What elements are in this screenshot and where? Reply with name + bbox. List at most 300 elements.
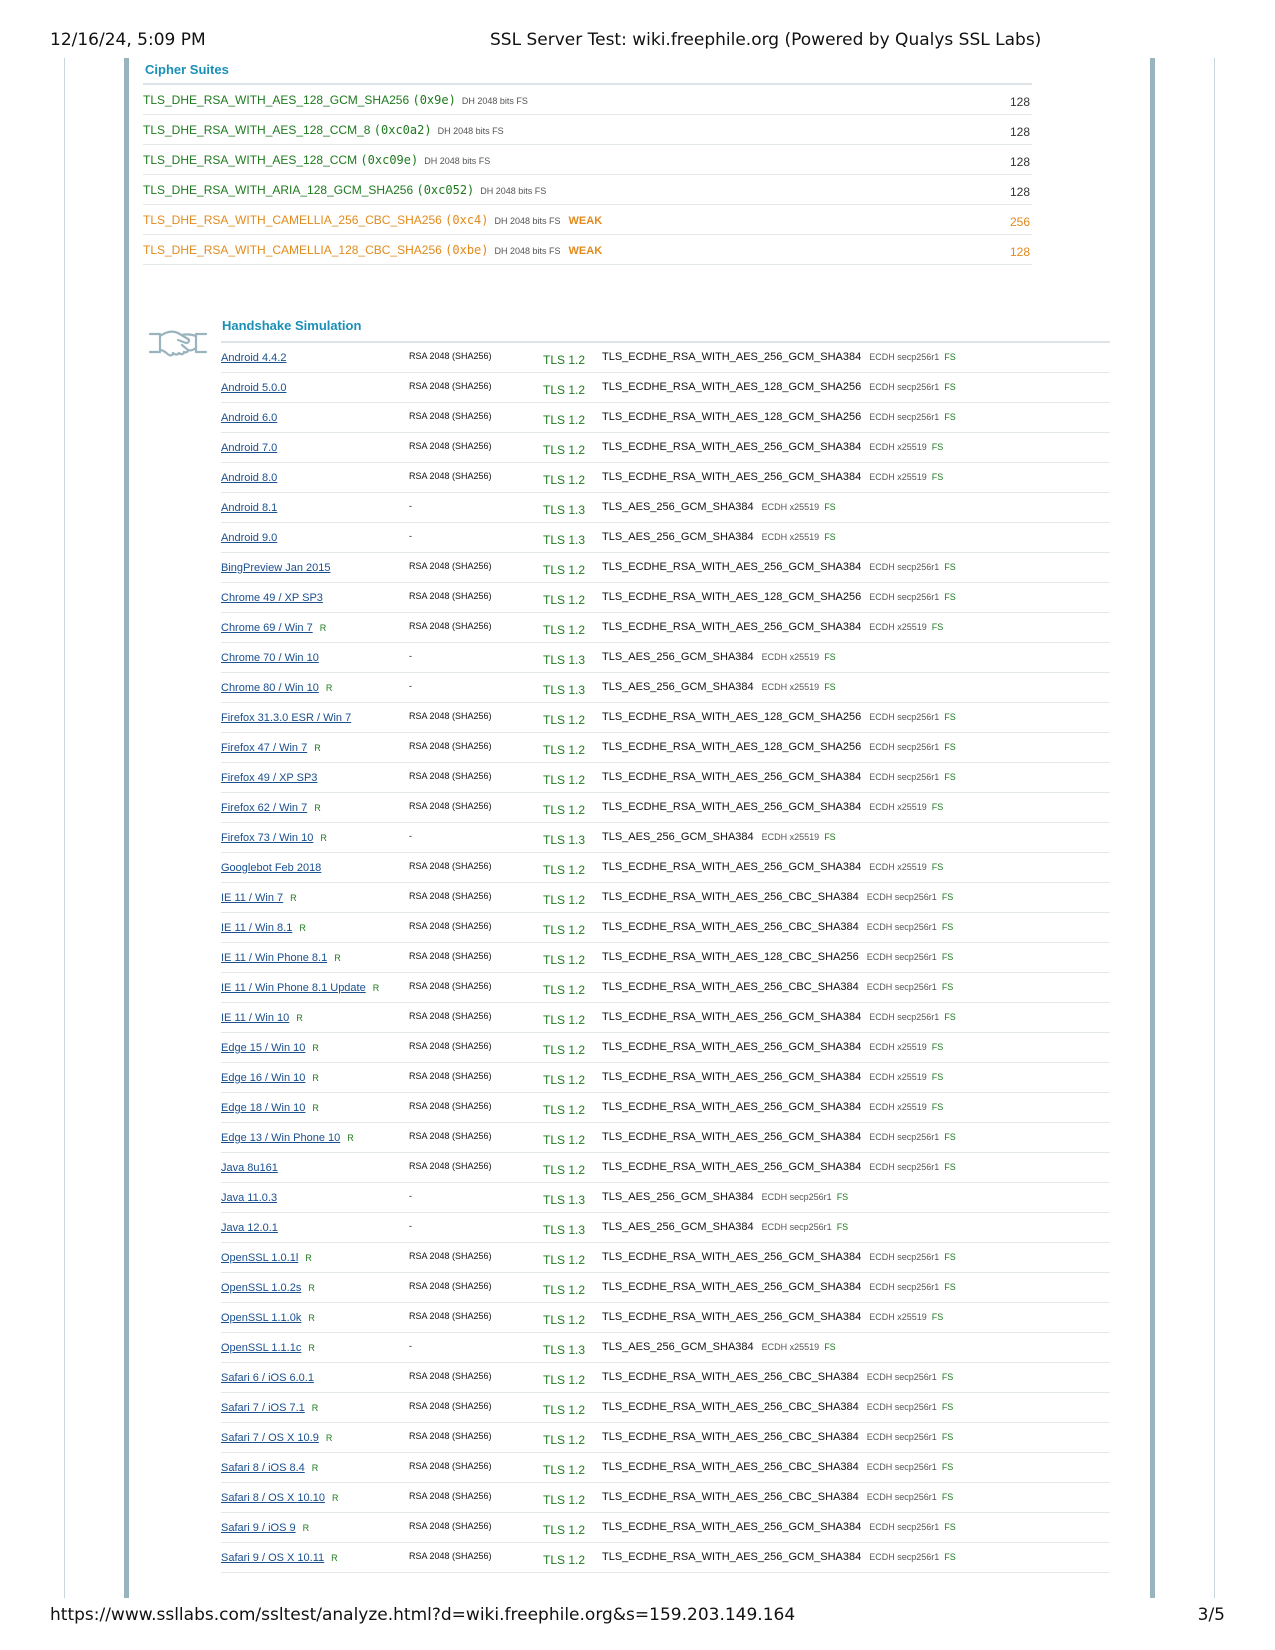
- client-cell: [221, 922, 306, 934]
- client-cell: [221, 1432, 332, 1444]
- protocol-version: TLS 1.2: [543, 1133, 586, 1147]
- suite-name: TLS_ECDHE_RSA_WITH_AES_256_GCM_SHA384: [602, 1521, 862, 1533]
- key-exchange: ECDH x25519: [869, 622, 927, 632]
- print-page-number: 3/5: [1197, 1605, 1225, 1625]
- suite-name: TLS_ECDHE_RSA_WITH_AES_128_GCM_SHA256: [602, 381, 862, 393]
- suite-name: TLS_ECDHE_RSA_WITH_AES_128_GCM_SHA256: [602, 741, 862, 753]
- certificate-info: RSA 2048 (SHA256): [409, 1491, 492, 1501]
- key-exchange: ECDH secp256r1: [761, 1192, 832, 1202]
- client-link[interactable]: OpenSSL 1.0.1l: [221, 1252, 299, 1264]
- negotiated-suite: [602, 441, 943, 453]
- key-exchange: ECDH secp256r1: [869, 742, 940, 752]
- protocol-version: TLS 1.2: [543, 1433, 586, 1447]
- client-cell: [221, 1102, 319, 1114]
- certificate-info: RSA 2048 (SHA256): [409, 621, 492, 631]
- forward-secrecy-badge: FS: [944, 562, 956, 572]
- forward-secrecy-badge: FS: [824, 832, 836, 842]
- key-exchange: ECDH secp256r1: [866, 952, 937, 962]
- key-exchange: ECDH x25519: [761, 652, 820, 662]
- forward-secrecy-badge: FS: [944, 742, 956, 752]
- weak-badge: WEAK: [568, 245, 603, 257]
- negotiated-suite: [602, 951, 953, 963]
- negotiated-suite: [602, 1371, 953, 1383]
- cipher-suite-bits: 128: [1009, 125, 1030, 139]
- handshake-row: [221, 1393, 1110, 1423]
- suite-name: TLS_ECDHE_RSA_WITH_AES_256_GCM_SHA384: [602, 621, 862, 633]
- handshake-row: [221, 1513, 1110, 1543]
- negotiated-suite: [602, 471, 943, 483]
- handshake-row: [221, 1423, 1110, 1453]
- protocol-version: TLS 1.2: [543, 1313, 586, 1327]
- forward-secrecy-badge: FS: [944, 1012, 956, 1022]
- key-exchange: ECDH secp256r1: [866, 1402, 937, 1412]
- client-link[interactable]: Firefox 31.3.0 ESR / Win 7: [221, 712, 352, 724]
- forward-secrecy-badge: FS: [944, 382, 956, 392]
- suite-name: TLS_ECDHE_RSA_WITH_AES_256_GCM_SHA384: [602, 441, 862, 453]
- suite-name: TLS_ECDHE_RSA_WITH_AES_256_GCM_SHA384: [602, 801, 862, 813]
- suite-name: TLS_ECDHE_RSA_WITH_AES_256_GCM_SHA384: [602, 861, 862, 873]
- certificate-info: RSA 2048 (SHA256): [409, 1551, 492, 1561]
- key-exchange: ECDH secp256r1: [869, 1252, 940, 1262]
- client-link[interactable]: IE 11 / Win 10: [221, 1012, 290, 1024]
- client-link[interactable]: Safari 6 / iOS 6.0.1: [221, 1372, 314, 1384]
- client-link[interactable]: IE 11 / Win 7: [221, 892, 284, 904]
- certificate-info: -: [409, 1191, 412, 1201]
- reference-badge: R: [314, 743, 321, 753]
- forward-secrecy-badge: FS: [931, 1312, 944, 1322]
- client-link[interactable]: Safari 8 / OS X 10.10: [221, 1492, 325, 1504]
- cipher-suite-info: DH 2048 bits FS: [437, 126, 504, 136]
- handshake-row: [221, 1453, 1110, 1483]
- print-header: [0, 30, 1275, 54]
- client-link[interactable]: Edge 16 / Win 10: [221, 1072, 306, 1084]
- client-link[interactable]: Edge 15 / Win 10: [221, 1042, 306, 1054]
- cipher-suite-hex: (0xc052): [416, 183, 475, 197]
- cipher-suite-id: TLS_DHE_RSA_WITH_CAMELLIA_256_CBC_SHA256: [143, 213, 442, 227]
- negotiated-suite: [602, 501, 836, 513]
- certificate-info: RSA 2048 (SHA256): [409, 411, 492, 421]
- cipher-suite-name: [143, 213, 602, 227]
- forward-secrecy-badge: FS: [944, 352, 956, 362]
- certificate-info: RSA 2048 (SHA256): [409, 741, 492, 751]
- handshake-row: [221, 823, 1110, 853]
- suite-name: TLS_AES_256_GCM_SHA384: [602, 1221, 754, 1233]
- reference-badge: R: [319, 623, 327, 633]
- certificate-info: RSA 2048 (SHA256): [409, 1311, 492, 1321]
- certificate-info: RSA 2048 (SHA256): [409, 471, 492, 481]
- client-link[interactable]: Chrome 80 / Win 10: [221, 682, 319, 694]
- client-cell: [221, 1282, 315, 1294]
- suite-name: TLS_AES_256_GCM_SHA384: [602, 501, 754, 513]
- handshake-row: [221, 1003, 1110, 1033]
- suite-name: TLS_ECDHE_RSA_WITH_AES_256_GCM_SHA384: [602, 351, 862, 363]
- handshake-row: [221, 793, 1110, 823]
- certificate-info: RSA 2048 (SHA256): [409, 1011, 492, 1021]
- suite-name: TLS_ECDHE_RSA_WITH_AES_256_GCM_SHA384: [602, 1311, 862, 1323]
- negotiated-suite: [602, 1131, 956, 1143]
- protocol-version: TLS 1.2: [543, 1103, 586, 1117]
- handshake-icon: [148, 320, 208, 364]
- client-cell: [221, 1162, 278, 1174]
- key-exchange: ECDH secp256r1: [869, 382, 940, 392]
- key-exchange: ECDH secp256r1: [866, 1462, 937, 1472]
- negotiated-suite: [602, 1101, 943, 1113]
- protocol-version: TLS 1.2: [543, 1493, 586, 1507]
- negotiated-suite: [602, 861, 943, 873]
- certificate-info: RSA 2048 (SHA256): [409, 1431, 492, 1441]
- forward-secrecy-badge: FS: [944, 1282, 956, 1292]
- handshake-simulation-section: [221, 314, 1110, 1573]
- reference-badge: R: [305, 1253, 312, 1263]
- client-link[interactable]: BingPreview Jan 2015: [221, 562, 331, 574]
- client-link[interactable]: OpenSSL 1.1.0k: [221, 1312, 302, 1324]
- cipher-suite-id: TLS_DHE_RSA_WITH_AES_128_GCM_SHA256: [143, 93, 410, 107]
- negotiated-suite: [602, 651, 836, 663]
- client-link[interactable]: Firefox 49 / XP SP3: [221, 772, 318, 784]
- client-link[interactable]: Java 12.0.1: [221, 1222, 278, 1234]
- handshake-row: [221, 1123, 1110, 1153]
- cipher-suite-info: DH 2048 bits FS: [424, 156, 491, 166]
- certificate-info: RSA 2048 (SHA256): [409, 381, 492, 391]
- cipher-suites-list: [143, 85, 1032, 265]
- key-exchange: ECDH secp256r1: [869, 412, 940, 422]
- negotiated-suite: [602, 1461, 953, 1473]
- handshake-row: [221, 1363, 1110, 1393]
- certificate-info: RSA 2048 (SHA256): [409, 1461, 492, 1471]
- handshake-row: [221, 1033, 1110, 1063]
- protocol-version: TLS 1.3: [543, 1193, 586, 1207]
- certificate-info: RSA 2048 (SHA256): [409, 351, 492, 361]
- client-cell: [221, 1252, 312, 1264]
- negotiated-suite: [602, 1071, 943, 1083]
- suite-name: TLS_ECDHE_RSA_WITH_AES_256_GCM_SHA384: [602, 1251, 862, 1263]
- forward-secrecy-badge: FS: [941, 952, 954, 962]
- key-exchange: ECDH secp256r1: [866, 1372, 937, 1382]
- cipher-suite-bits: 128: [1009, 185, 1030, 199]
- cipher-suite-hex: (0xc09e): [360, 153, 419, 167]
- forward-secrecy-badge: FS: [931, 442, 944, 452]
- key-exchange: ECDH secp256r1: [866, 1492, 937, 1502]
- handshake-row: [221, 523, 1110, 553]
- protocol-version: TLS 1.2: [543, 1163, 586, 1177]
- client-link[interactable]: Chrome 69 / Win 7: [221, 622, 313, 634]
- forward-secrecy-badge: FS: [944, 712, 956, 722]
- cipher-suite-hex: (0xc4): [445, 213, 489, 227]
- key-exchange: ECDH x25519: [761, 682, 820, 692]
- suite-name: TLS_ECDHE_RSA_WITH_AES_128_GCM_SHA256: [602, 591, 862, 603]
- protocol-version: TLS 1.2: [543, 923, 586, 937]
- client-link[interactable]: Java 8u161: [221, 1162, 278, 1174]
- print-footer: [0, 1605, 1275, 1629]
- handshake-row: [221, 1303, 1110, 1333]
- certificate-info: RSA 2048 (SHA256): [409, 891, 492, 901]
- suite-name: TLS_AES_256_GCM_SHA384: [602, 531, 754, 543]
- client-link[interactable]: IE 11 / Win Phone 8.1 Update: [221, 982, 366, 994]
- cipher-suites-section: [143, 60, 1032, 265]
- protocol-version: TLS 1.2: [543, 1073, 586, 1087]
- print-page-title: SSL Server Test: wiki.freephile.org (Powered by Qualys SSL Labs): [490, 30, 1042, 50]
- cipher-suite-row: [143, 115, 1032, 145]
- forward-secrecy-badge: FS: [931, 862, 944, 872]
- cipher-suite-bits: 256: [1009, 215, 1030, 229]
- certificate-info: RSA 2048 (SHA256): [409, 1071, 492, 1081]
- certificate-info: RSA 2048 (SHA256): [409, 861, 492, 871]
- key-exchange: ECDH secp256r1: [869, 772, 940, 782]
- client-link[interactable]: Android 8.1: [221, 502, 278, 514]
- forward-secrecy-badge: FS: [824, 532, 836, 542]
- content-bar-left: [124, 58, 129, 1598]
- client-cell: [221, 1552, 338, 1564]
- key-exchange: ECDH x25519: [761, 532, 820, 542]
- protocol-version: TLS 1.2: [543, 1523, 586, 1537]
- key-exchange: ECDH secp256r1: [866, 892, 937, 902]
- cipher-suite-name: [143, 93, 528, 107]
- client-cell: [221, 1192, 277, 1204]
- protocol-version: TLS 1.3: [543, 1223, 586, 1237]
- client-cell: [221, 352, 286, 364]
- protocol-version: TLS 1.2: [543, 353, 586, 367]
- client-cell: [221, 1462, 318, 1474]
- suite-name: TLS_ECDHE_RSA_WITH_AES_256_GCM_SHA384: [602, 1011, 862, 1023]
- protocol-version: TLS 1.2: [543, 983, 586, 997]
- print-url: https://www.ssllabs.com/ssltest/analyze.html?d=wiki.freephile.org&s=159.203.149.164: [50, 1605, 796, 1625]
- client-cell: [221, 1372, 314, 1384]
- client-cell: [221, 742, 321, 754]
- protocol-version: TLS 1.2: [543, 383, 586, 397]
- protocol-version: TLS 1.2: [543, 413, 586, 427]
- protocol-version: TLS 1.2: [543, 473, 586, 487]
- cipher-suites-title: Cipher Suites: [143, 60, 1032, 85]
- handshake-row: [221, 1243, 1110, 1273]
- suite-name: TLS_ECDHE_RSA_WITH_AES_256_CBC_SHA384: [602, 891, 859, 903]
- certificate-info: RSA 2048 (SHA256): [409, 561, 492, 571]
- client-cell: [221, 562, 330, 574]
- handshake-simulation-title: Handshake Simulation: [221, 314, 1110, 343]
- client-link[interactable]: Android 9.0: [221, 532, 278, 544]
- reference-badge: R: [325, 683, 333, 693]
- forward-secrecy-badge: FS: [944, 1252, 956, 1262]
- handshake-row: [221, 1273, 1110, 1303]
- reference-badge: R: [372, 983, 380, 993]
- reference-badge: R: [312, 1073, 319, 1083]
- client-link[interactable]: Edge 13 / Win Phone 10: [221, 1132, 341, 1144]
- client-link[interactable]: Safari 9 / OS X 10.11: [221, 1552, 325, 1564]
- certificate-info: -: [409, 651, 412, 661]
- key-exchange: ECDH x25519: [761, 1342, 820, 1352]
- negotiated-suite: [602, 591, 956, 603]
- handshake-row: [221, 1063, 1110, 1093]
- forward-secrecy-badge: FS: [944, 1522, 956, 1532]
- protocol-version: TLS 1.2: [543, 623, 586, 637]
- client-link[interactable]: OpenSSL 1.1.1c: [221, 1342, 302, 1354]
- certificate-info: -: [409, 681, 412, 691]
- cipher-suite-id: TLS_DHE_RSA_WITH_CAMELLIA_128_CBC_SHA256: [143, 243, 442, 257]
- protocol-version: TLS 1.2: [543, 443, 586, 457]
- negotiated-suite: [602, 1311, 943, 1323]
- cipher-suite-row: [143, 85, 1032, 115]
- negotiated-suite: [602, 921, 953, 933]
- negotiated-suite: [602, 1221, 848, 1233]
- suite-name: TLS_ECDHE_RSA_WITH_AES_128_GCM_SHA256: [602, 711, 862, 723]
- protocol-version: TLS 1.2: [543, 713, 586, 727]
- client-cell: [221, 1222, 278, 1234]
- client-link[interactable]: Safari 9 / iOS 9: [221, 1522, 296, 1534]
- negotiated-suite: [602, 1521, 956, 1533]
- forward-secrecy-badge: FS: [941, 1462, 954, 1472]
- client-cell: [221, 622, 326, 634]
- protocol-version: TLS 1.3: [543, 833, 586, 847]
- reference-badge: R: [331, 1553, 338, 1563]
- client-cell: [221, 532, 277, 544]
- negotiated-suite: [602, 1341, 836, 1353]
- client-link[interactable]: Googlebot Feb 2018: [221, 862, 322, 874]
- client-cell: [221, 892, 297, 904]
- negotiated-suite: [602, 531, 836, 543]
- client-link[interactable]: Safari 7 / iOS 7.1: [221, 1402, 305, 1414]
- protocol-version: TLS 1.2: [543, 563, 586, 577]
- client-link[interactable]: Android 4.4.2: [221, 352, 287, 364]
- client-link[interactable]: Firefox 62 / Win 7: [221, 802, 308, 814]
- certificate-info: RSA 2048 (SHA256): [409, 951, 492, 961]
- handshake-row: [221, 433, 1110, 463]
- handshake-row: [221, 1213, 1110, 1243]
- key-exchange: ECDH secp256r1: [869, 1012, 940, 1022]
- forward-secrecy-badge: FS: [836, 1192, 849, 1202]
- certificate-info: RSA 2048 (SHA256): [409, 1131, 492, 1141]
- forward-secrecy-badge: FS: [931, 1102, 944, 1112]
- handshake-row: [221, 1183, 1110, 1213]
- key-exchange: ECDH secp256r1: [866, 922, 937, 932]
- certificate-info: RSA 2048 (SHA256): [409, 1371, 492, 1381]
- client-link[interactable]: Java 11.0.3: [221, 1192, 278, 1204]
- key-exchange: ECDH secp256r1: [869, 1132, 940, 1142]
- reference-badge: R: [302, 1523, 310, 1533]
- client-link[interactable]: Firefox 47 / Win 7: [221, 742, 308, 754]
- certificate-info: -: [409, 501, 412, 511]
- client-link[interactable]: IE 11 / Win Phone 8.1: [221, 952, 328, 964]
- protocol-version: TLS 1.2: [543, 1253, 586, 1267]
- reference-badge: R: [314, 803, 321, 813]
- negotiated-suite: [602, 1251, 956, 1263]
- forward-secrecy-badge: FS: [941, 1492, 954, 1502]
- protocol-version: TLS 1.2: [543, 893, 586, 907]
- client-link[interactable]: Android 7.0: [221, 442, 278, 454]
- client-cell: [221, 862, 321, 874]
- suite-name: TLS_ECDHE_RSA_WITH_AES_256_GCM_SHA384: [602, 1551, 862, 1563]
- suite-name: TLS_AES_256_GCM_SHA384: [602, 1341, 754, 1353]
- handshake-row: [221, 583, 1110, 613]
- protocol-version: TLS 1.2: [543, 743, 586, 757]
- forward-secrecy-badge: FS: [836, 1222, 849, 1232]
- forward-secrecy-badge: FS: [944, 1132, 956, 1142]
- forward-secrecy-badge: FS: [941, 1402, 954, 1412]
- key-exchange: ECDH secp256r1: [866, 982, 937, 992]
- key-exchange: ECDH x25519: [869, 472, 927, 482]
- protocol-version: TLS 1.2: [543, 1403, 586, 1417]
- forward-secrecy-badge: FS: [941, 1372, 954, 1382]
- forward-secrecy-badge: FS: [941, 892, 954, 902]
- client-link[interactable]: Chrome 70 / Win 10: [221, 652, 319, 664]
- key-exchange: ECDH secp256r1: [869, 1162, 940, 1172]
- client-cell: [221, 1342, 315, 1354]
- negotiated-suite: [602, 381, 956, 393]
- forward-secrecy-badge: FS: [931, 1042, 944, 1052]
- client-link[interactable]: Android 5.0.0: [221, 382, 287, 394]
- client-cell: [221, 472, 277, 484]
- client-link[interactable]: Chrome 49 / XP SP3: [221, 592, 323, 604]
- suite-name: TLS_ECDHE_RSA_WITH_AES_128_GCM_SHA256: [602, 411, 862, 423]
- certificate-info: RSA 2048 (SHA256): [409, 1101, 492, 1111]
- reference-badge: R: [312, 1043, 319, 1053]
- cipher-suite-name: [143, 123, 504, 137]
- handshake-row: [221, 1153, 1110, 1183]
- cipher-suite-name: [143, 153, 490, 167]
- handshake-row: [221, 1333, 1110, 1363]
- protocol-version: TLS 1.3: [543, 653, 586, 667]
- handshake-row: [221, 373, 1110, 403]
- certificate-info: RSA 2048 (SHA256): [409, 1521, 492, 1531]
- key-exchange: ECDH secp256r1: [869, 1552, 940, 1562]
- cipher-suite-row: [143, 205, 1032, 235]
- client-link[interactable]: Safari 7 / OS X 10.9: [221, 1432, 319, 1444]
- client-link[interactable]: Firefox 73 / Win 10: [221, 832, 314, 844]
- client-cell: [221, 952, 341, 964]
- client-cell: [221, 1492, 338, 1504]
- client-link[interactable]: Safari 8 / iOS 8.4: [221, 1462, 305, 1474]
- client-link[interactable]: Edge 18 / Win 10: [221, 1102, 306, 1114]
- protocol-version: TLS 1.2: [543, 1373, 586, 1387]
- certificate-info: -: [409, 1341, 412, 1351]
- forward-secrecy-badge: FS: [944, 592, 956, 602]
- forward-secrecy-badge: FS: [941, 922, 954, 932]
- client-link[interactable]: Android 6.0: [221, 412, 278, 424]
- certificate-info: RSA 2048 (SHA256): [409, 1041, 492, 1051]
- suite-name: TLS_ECDHE_RSA_WITH_AES_256_CBC_SHA384: [602, 921, 859, 933]
- client-link[interactable]: OpenSSL 1.0.2s: [221, 1282, 302, 1294]
- handshake-row: [221, 403, 1110, 433]
- negotiated-suite: [602, 981, 953, 993]
- cipher-suite-row: [143, 235, 1032, 265]
- suite-name: TLS_ECDHE_RSA_WITH_AES_256_GCM_SHA384: [602, 1161, 862, 1173]
- certificate-info: RSA 2048 (SHA256): [409, 711, 492, 721]
- client-link[interactable]: IE 11 / Win 8.1: [221, 922, 293, 934]
- negotiated-suite: [602, 711, 956, 723]
- client-cell: [221, 1132, 354, 1144]
- client-cell: [221, 832, 327, 844]
- client-cell: [221, 412, 277, 424]
- cipher-suite-row: [143, 145, 1032, 175]
- reference-badge: R: [311, 1403, 319, 1413]
- negotiated-suite: [602, 681, 836, 693]
- negotiated-suite: [602, 771, 956, 783]
- cipher-suite-bits: 128: [1009, 155, 1030, 169]
- suite-name: TLS_ECDHE_RSA_WITH_AES_256_GCM_SHA384: [602, 471, 862, 483]
- certificate-info: RSA 2048 (SHA256): [409, 441, 492, 451]
- cipher-suite-bits: 128: [1009, 245, 1030, 259]
- forward-secrecy-badge: FS: [944, 772, 956, 782]
- handshake-row: [221, 493, 1110, 523]
- forward-secrecy-badge: FS: [824, 682, 836, 692]
- client-cell: [221, 772, 317, 784]
- suite-name: TLS_ECDHE_RSA_WITH_AES_256_CBC_SHA384: [602, 1491, 859, 1503]
- forward-secrecy-badge: FS: [931, 802, 944, 812]
- client-link[interactable]: Android 8.0: [221, 472, 278, 484]
- key-exchange: ECDH x25519: [869, 1072, 927, 1082]
- weak-badge: WEAK: [568, 215, 603, 227]
- protocol-version: TLS 1.3: [543, 683, 586, 697]
- negotiated-suite: [602, 1551, 956, 1563]
- suite-name: TLS_ECDHE_RSA_WITH_AES_256_CBC_SHA384: [602, 981, 859, 993]
